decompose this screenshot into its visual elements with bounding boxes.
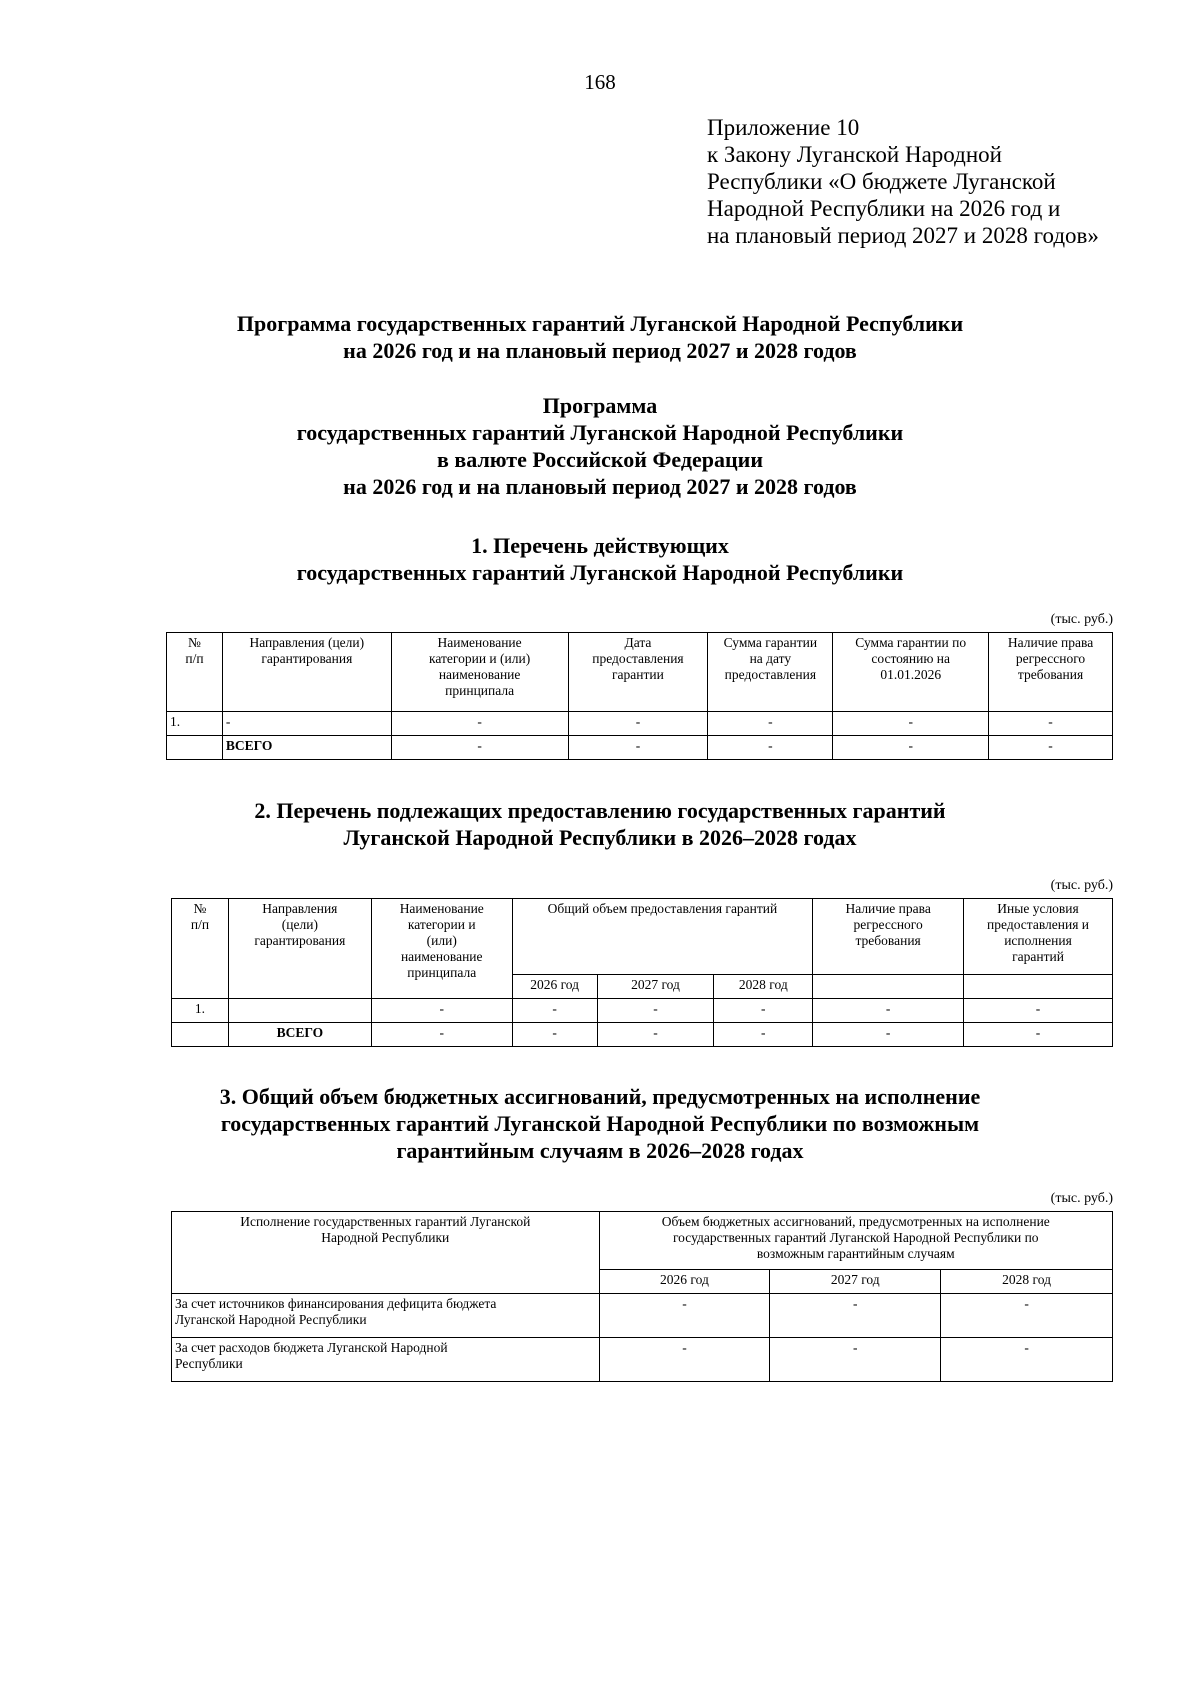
- section3-title: 3. Общий объем бюджетных ассигнований, предусмотренных на исполнение государственных гарантий Луганской Народной Республики по возможным гарантийным случаям в 2026–2028 годах: [219, 1084, 981, 1163]
- table-cell: -: [391, 712, 568, 736]
- table-cell: -: [708, 712, 833, 736]
- table-cell: -: [512, 999, 597, 1023]
- table-cell: -: [371, 1023, 512, 1047]
- table-cell: -: [371, 999, 512, 1023]
- table-cell: [172, 1023, 229, 1047]
- header-cell: Направления (цели) гарантирования: [222, 633, 391, 712]
- section2-table: [171, 898, 1113, 1047]
- header-cell: [964, 975, 1113, 999]
- table-cell: -: [597, 1023, 714, 1047]
- header-cell: № п/п: [172, 899, 229, 999]
- header-cell: Наличие права регрессного требования: [989, 633, 1113, 712]
- table-row: [172, 1338, 1113, 1382]
- header-cell: 2027 год: [770, 1270, 941, 1294]
- header-cell: Направления (цели) гарантирования: [228, 899, 371, 999]
- table-cell: -: [964, 999, 1113, 1023]
- table-cell: За счет источников финансирования дефицита бюджета Луганской Народной Республики: [172, 1294, 600, 1338]
- header-cell: 2028 год: [714, 975, 813, 999]
- appendix-line: Республики «О бюджете Луганской: [707, 169, 1056, 194]
- table-row: [167, 712, 1113, 736]
- table-cell: -: [833, 712, 989, 736]
- header-cell: 2026 год: [512, 975, 597, 999]
- appendix-note: [707, 114, 1099, 249]
- table-cell: -: [989, 736, 1113, 760]
- header-cell: Общий объем предоставления гарантий: [512, 899, 813, 975]
- table-header-row: [172, 899, 1113, 975]
- table-cell: -: [599, 1338, 770, 1382]
- units-label: (тыс. руб.): [1050, 878, 1113, 893]
- table-total-row: [167, 736, 1113, 760]
- header-cell: № п/п: [167, 633, 223, 712]
- table-cell: 1.: [172, 999, 229, 1023]
- table-cell: -: [568, 736, 708, 760]
- units-label: (тыс. руб.): [1050, 612, 1113, 627]
- appendix-line: Народной Республики на 2026 год и: [707, 196, 1061, 221]
- table-total-row: [172, 1023, 1113, 1047]
- header-cell: 2027 год: [597, 975, 714, 999]
- table-cell: -: [941, 1294, 1113, 1338]
- header-cell: 2026 год: [599, 1270, 770, 1294]
- page-number: 168: [584, 70, 616, 94]
- table-cell: -: [833, 736, 989, 760]
- header-cell: Сумма гарантии на дату предоставления: [708, 633, 833, 712]
- table-row: [172, 999, 1113, 1023]
- header-cell: Сумма гарантии по состоянию на 01.01.2026: [833, 633, 989, 712]
- table-cell: -: [813, 999, 964, 1023]
- header-cell: Иные условия предоставления и исполнения гарантий: [964, 899, 1113, 975]
- units-label: (тыс. руб.): [1050, 1191, 1113, 1206]
- section2-title: 2. Перечень подлежащих предоставлению государственных гарантий Луганской Народной Республики в 2026–2028 годах: [254, 798, 946, 850]
- table-cell: -: [964, 1023, 1113, 1047]
- header-cell: Объем бюджетных ассигнований, предусмотренных на исполнение государственных гарантий Луганской Народной Республики по возможным гарантийным случаям: [599, 1212, 1112, 1270]
- table-cell: -: [222, 712, 391, 736]
- table-cell: -: [941, 1338, 1113, 1382]
- table-cell: -: [597, 999, 714, 1023]
- table-cell: -: [770, 1338, 941, 1382]
- main-title: Программа государственных гарантий Луганской Народной Республики на 2026 год и на плановый период 2027 и 2028 годов: [236, 311, 964, 363]
- section1-table: [166, 632, 1113, 760]
- section1-title: 1. Перечень действующих государственных гарантий Луганской Народной Республики: [296, 533, 904, 585]
- header-cell: 2028 год: [941, 1270, 1113, 1294]
- header-cell: Дата предоставления гарантии: [568, 633, 708, 712]
- table-row: [172, 1294, 1113, 1338]
- table-cell: -: [391, 736, 568, 760]
- table-cell: За счет расходов бюджета Луганской Народной Республики: [172, 1338, 600, 1382]
- table-cell: -: [714, 999, 813, 1023]
- table-cell: -: [512, 1023, 597, 1047]
- table-cell: -: [813, 1023, 964, 1047]
- table-cell: -: [599, 1294, 770, 1338]
- section3-table: [171, 1211, 1113, 1382]
- table-cell: -: [708, 736, 833, 760]
- appendix-line: к Закону Луганской Народной: [707, 142, 1002, 167]
- table-cell: [167, 736, 223, 760]
- table-header-row: [172, 1212, 1113, 1270]
- table-cell: -: [989, 712, 1113, 736]
- table-cell: ВСЕГО: [228, 1023, 371, 1047]
- table-header-row: [167, 633, 1113, 712]
- table-cell: [228, 999, 371, 1023]
- header-cell: Наименование категории и (или) наименование принципала: [371, 899, 512, 999]
- header-cell: Исполнение государственных гарантий Луганской Народной Республики: [172, 1212, 600, 1294]
- table-cell: -: [568, 712, 708, 736]
- header-cell: Наличие права регрессного требования: [813, 899, 964, 975]
- table-cell: -: [714, 1023, 813, 1047]
- header-cell: [813, 975, 964, 999]
- table-cell: -: [770, 1294, 941, 1338]
- table-cell: ВСЕГО: [222, 736, 391, 760]
- sub-title: Программа государственных гарантий Луганской Народной Республики в валюте Российской Федерации на 2026 год и на плановый период 2027 и 2028 годов: [296, 393, 904, 499]
- header-cell: Наименование категории и (или) наименование принципала: [391, 633, 568, 712]
- appendix-line: Приложение 10: [707, 115, 860, 140]
- appendix-line: на плановый период 2027 и 2028 годов»: [707, 223, 1099, 248]
- table-cell: 1.: [167, 712, 223, 736]
